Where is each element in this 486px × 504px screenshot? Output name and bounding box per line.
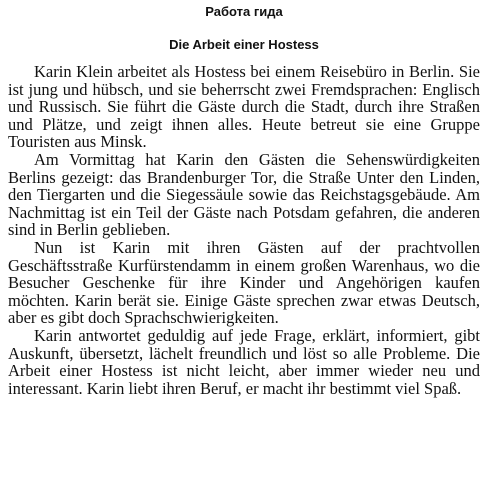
paragraph-2: Am Vormittag hat Karin den Gästen die Sehenswürdigkeiten Berlins gezeigt: das Brandenburger Tor, die Straße Unter den Linden, den Tiergarten und die Siegessäule sowie das Reichstagsgebäude. Am Nachmittag ist ein Teil der Gäste nach Potsdam gefahren, die anderen sind in Berlin geblieben. [8,149,480,240]
paragraph-3: Nun ist Karin mit ihren Gästen auf der prachtvollen Geschäftsstraße Kurfürstendamm in einem großen Warenhaus, wo die Besucher Geschenke für ihre Kinder und Angehörigen kaufen möchten. Karin berät sie. Einige Gäste sprechen zwar etwas Deutsch, aber es gibt doch Sprachschwierigkeiten. [8,237,480,328]
german-title: Die Arbeit einer Hostess [169,37,319,52]
article-body [8,63,480,397]
paragraph-1: Karin Klein arbeitet als Hostess bei einem Reisebüro in Berlin. Sie ist jung und hübsch, und sie beherrscht zwei Fremdsprachen: Englisch und Russisch. Sie führt die Gäste durch die Stadt, durch ihre Straßen und Plätze, und zeigt ihnen alles. Heute betreut sie eine Gruppe Touristen aus Minsk. [8,62,480,152]
paragraph-4: Karin antwortet geduldig auf jede Frage, erklärt, informiert, gibt Auskunft, übersetzt, lächelt freundlich und löst so alle Probleme. Die Arbeit einer Hostess ist nicht leicht, aber immer wieder neu und interessant. Karin liebt ihren Beruf, er macht ihr bestimmt viel Spaß. [8,325,480,398]
russian-title: Работа гида [205,4,283,19]
